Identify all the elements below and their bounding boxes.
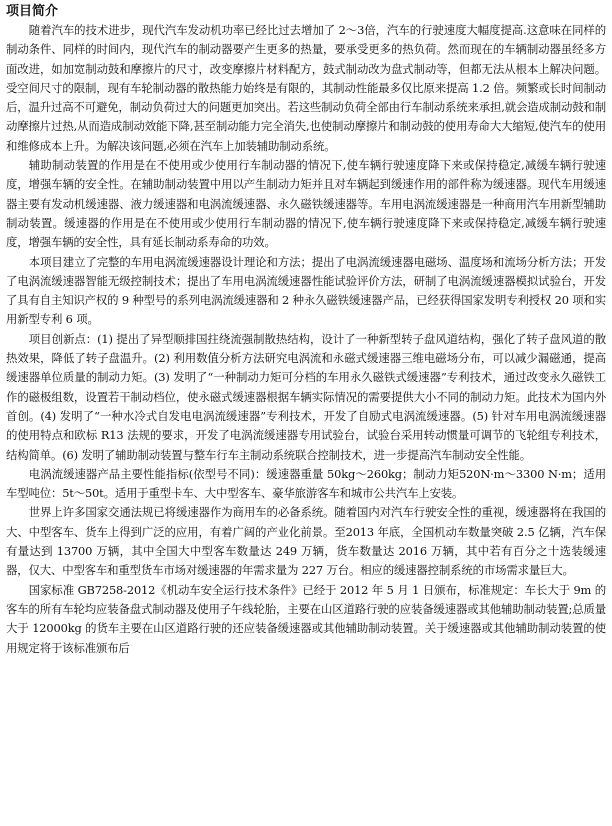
paragraph-background: 随着汽车的技术进步，现代汽车发动机功率已经比过去增加了 2～3倍，汽车的行驶速度大幅度提高.这意味在同样的制动条件、同样的时间内，现代汽车的制动器要产生更多的热量，要承受更多的热负荷。然而现在的车辆制动器虽经多方面改进，如加宽制动鼓和摩擦片的尺寸，改变摩擦片材料配方，鼓式制动改为盘式制动等，但都无法从根本上解决问题。受空间尺寸的限制，现有车轮制动器的散热能力始终是有限的，其制动性能最多仅比原来提高 1.2 倍。频繁或长时间制动后，温升过高不可避免，制动负荷过大的问题更加突出。若这些制动负荷全部由行车制动系统来承担,就会造成制动鼓和制动摩擦片过热,从而造成制动效能下降,甚至制动能力完全消失,也使制动摩擦片和制动鼓的使用寿命大大缩短,使汽车的使用和维修成本上升。为解决该问题,必须在汽车上加装辅助制动系统。: [6, 23, 606, 153]
paragraph-national-standard: 国家标准 GB7258-2012《机动车安全运行技术条件》已经于 2012 年 5 月 1 日颁布，标准规定：车长大于 9m 的客车的所有车轮均应装备盘式制动器及使用子午线轮胎，主要在山区道路行驶的应装备缓速器或其他辅助制动装置;总质量大于 12000kg 的货车主要在山区道路行驶的还应装备缓速器或其他辅助制动装置。关于缓速器或其他辅助制动装置的使用规定将于该标准颁布后: [6, 582, 606, 655]
paragraph-performance-specs: 电涡流缓速器产品主要性能指标(依型号不同)：缓速器重量 50kg～260kg；制动力矩520N·m～3300 N·m；适用车型吨位：5t～50t。适用于重型卡车、大中型客车、豪华旅游客车和城市公共汽车上安装。: [6, 466, 606, 501]
paragraph-market-outlook: 世界上许多国家交通法规已将缓速器作为商用车的必备系统。随着国内对汽车行驶安全性的重视，缓速器将在我国的大、中型客车、货车上得到广泛的应用，有着广阔的产业化前景。至2013 年底，全国机动车数量突破 2.5 亿辆，汽车保有量达到 13700 万辆，其中全国大中型客车数量达 249 万辆，货车数量达 2016 万辆，其中若有百分之十选装缓速器，仅大、中型客车和重型货车市场对缓速器的年需求量为 227 万台。相应的缓速器控制系统的市场需求量巨大。: [6, 505, 606, 578]
paragraph-auxiliary-braking: 辅助制动装置的作用是在不使用或少使用行车制动器的情况下,使车辆行驶速度降下来或保持稳定,减缓车辆行驶速度，增强车辆的安全性。在辅助制动装置中用以产生制动力矩并且对车辆起到缓速作用的部件称为缓速器。现代车用缓速器主要有发动机缓速器、液力缓速器和电涡流缓速器、永久磁铁缓速器等。车用电涡流缓速器是一种商用汽车用新型辅助制动装置。缓速器的作用是在不使用或少使用行车制动器的情况下,使车辆行驶速度降下来或保持稳定,减缓车辆行驶速度，增强车辆的安全性，具有延长制动系寿命的功效。: [6, 158, 606, 250]
paragraph-innovations: 项目创新点：(1) 提出了异型顺排国拄绕流强制散热结构，设计了一种新型转子盘风道结构，强化了转子盘风道的散热效果，降低了转子盘温升。(2) 利用数值分析方法研究电涡流和永磁式缓速器三维电磁场分布，可以减少漏磁通，提高缓速器单位质量的制动力矩。(3) 发明了“一种制动力矩可分档的车用永久磁铁式缓速器”专利技术，通过改变永久磁铁工作的磁极组数，设置若干制动档位，使永磁式缓速器根据车辆实际情况的需要提供大小不同的制动力矩。此技术为国内外首创。(4) 发明了“一种水冷式自发电电涡流缓速器”专利技术，开发了自励式电涡流缓速器。(5) 针对车用电涡流缓速器的使用特点和欧标 R13 法规的要求，开发了电涡流缓速器专用试验台，试验台采用转动惯量可调节的飞轮组专利技术，结构简单。(6) 发明了辅助制动装置与整车行车主制动系统联合控制技术，进一步提高汽车制动安全性能。: [6, 331, 606, 462]
paragraph-project-achievements: 本项目建立了完整的车用电涡流缓速器设计理论和方法；提出了电涡流缓速器电磁场、温度场和流场分析方法；开发了电涡流缓速器智能无级控制技术；提出了车用电涡流缓速器性能试验评价方法，研制了电涡流缓速器模拟试验台，开发了具有自主知识产权的 9 种型号的系列电涡流缓速器和 2 种永久磁铁缓速器产品，已经获得国家发明专利授权 20 项和实用新型专利 6 项。: [6, 254, 607, 327]
section-title: 项目简介: [6, 4, 59, 19]
